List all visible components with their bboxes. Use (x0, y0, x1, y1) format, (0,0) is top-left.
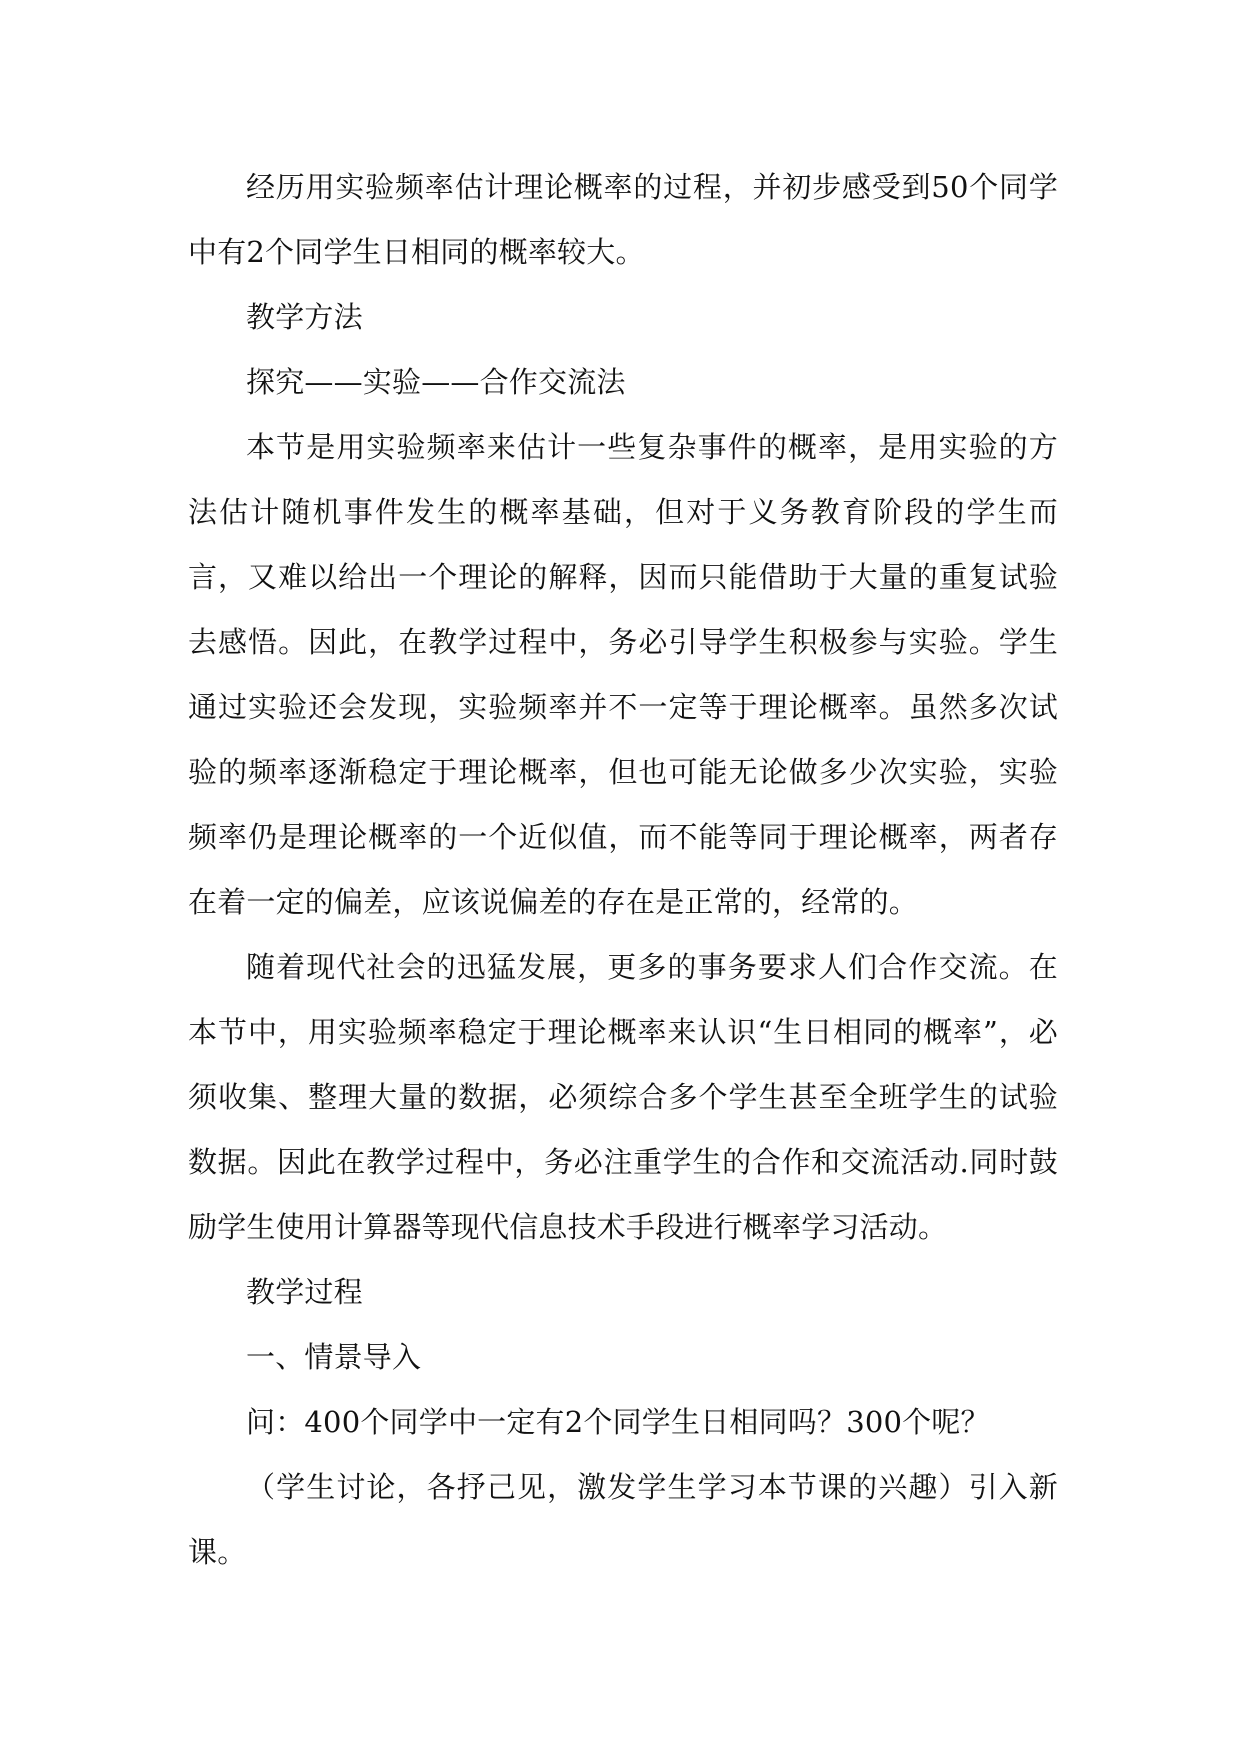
heading-scenario-intro: 一、情景导入 (246, 1340, 422, 1374)
paragraph-discussion: （学生讨论，各抒己见，激发学生学习本节课的兴趣）引入新课。 (188, 1470, 1058, 1569)
paragraph-method-name: 探究——实验——合作交流法 (246, 365, 626, 399)
paragraph-cooperation: 随着现代社会的迅猛发展，更多的事务要求人们合作交流。在本节中，用实验频率稳定于理论概率来认识“生日相同的概率”，必须收集、整理大量的数据，必须综合多个学生甚至全班学生的试验数据。因此在教学过程中，务必注重学生的合作和交流活动.同时鼓励学生使用计算器等现代信息技术手段进行概率学习活动。 (188, 950, 1058, 1244)
paragraph-objective: 经历用实验频率估计理论概率的过程，并初步感受到50个同学中有2个同学生日相同的概率较大。 (188, 170, 1058, 269)
heading-teaching-method: 教学方法 (246, 300, 363, 334)
heading-teaching-process: 教学过程 (246, 1275, 363, 1309)
document-body (188, 155, 1058, 1585)
paragraph-question: 问：400个同学中一定有2个同学生日相同吗？300个呢？ (246, 1405, 990, 1439)
paragraph-experiment-explanation: 本节是用实验频率来估计一些复杂事件的概率，是用实验的方法估计随机事件发生的概率基础，但对于义务教育阶段的学生而言，又难以给出一个理论的解释，因而只能借助于大量的重复试验去感悟。因此，在教学过程中，务必引导学生积极参与实验。学生通过实验还会发现，实验频率并不一定等于理论概率。虽然多次试验的频率逐渐稳定于理论概率，但也可能无论做多少次实验，实验频率仍是理论概率的一个近似值，而不能等同于理论概率，两者存在着一定的偏差，应该说偏差的存在是正常的，经常的。 (188, 430, 1058, 919)
